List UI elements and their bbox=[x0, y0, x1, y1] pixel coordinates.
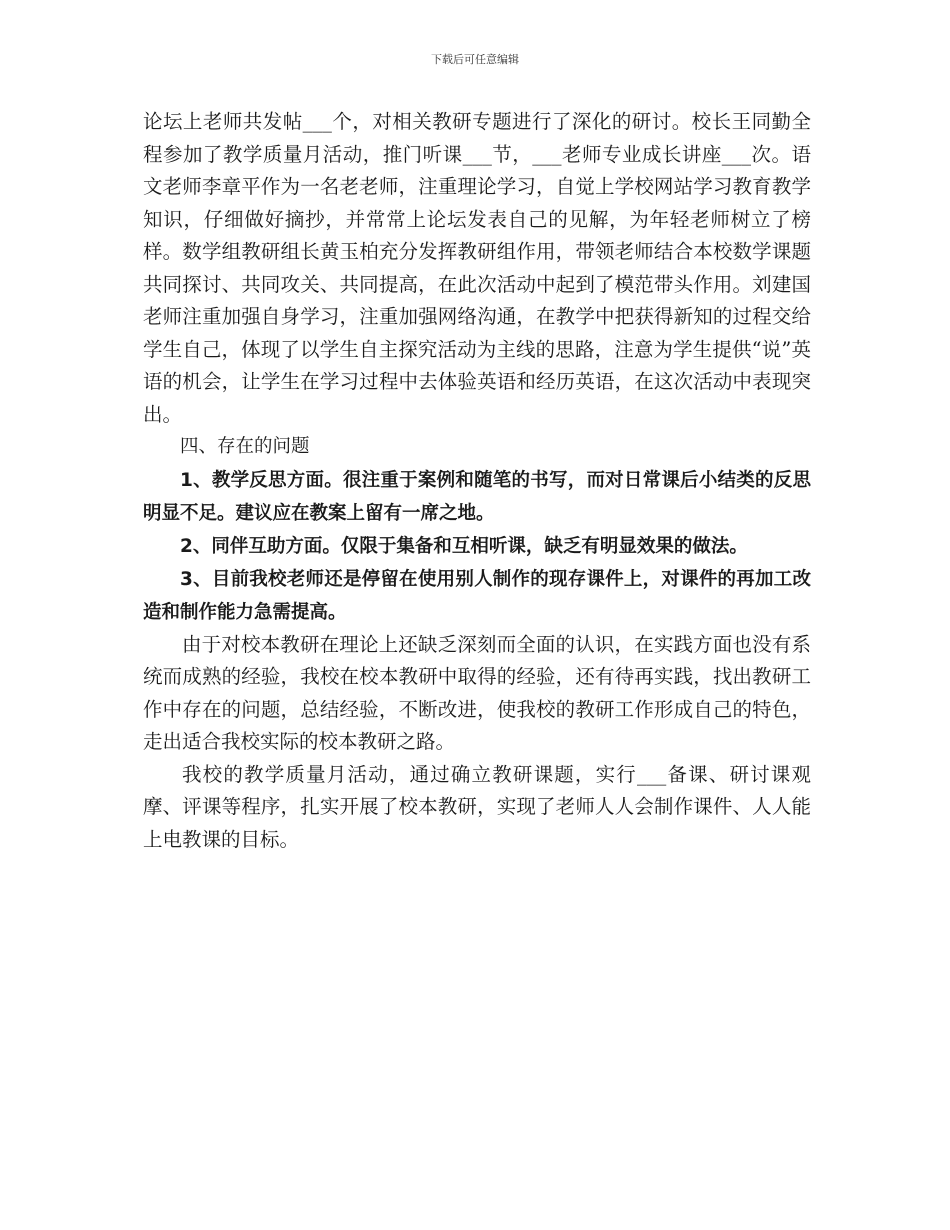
problem-item: 2、同伴互助方面。仅限于集备和互相听课，缺乏有明显效果的做法。 bbox=[180, 535, 748, 557]
section-heading: 四、存在的问题 bbox=[180, 436, 310, 457]
problem-item: 1、教学反思方面。很注重于案例和随笔的书写，而对日常课后小结类的反思明显不足。建议应在教案上留有一席之地。 bbox=[143, 469, 811, 524]
body-paragraph: 由于对校本教研在理论上还缺乏深刻而全面的认识，在实践方面也没有系统而成熟的经验，我校在校本教研中取得的经验，还有待再实践，找出教研工作中存在的问题，总结经验，不断改进，使我校的教研工作形成自己的特色，走出适合我校实际的校本教研之路。 bbox=[143, 632, 811, 753]
body-paragraph: 我校的教学质量月活动，通过确立教研课题，实行___备课、研讨课观摩、评课等程序，扎实开展了校本教研，实现了老师人人会制作课件、人人能上电教课的目标。 bbox=[143, 762, 811, 851]
problem-item: 3、目前我校老师还是停留在使用别人制作的现存课件上，对课件的再加工改造和制作能力急需提高。 bbox=[143, 568, 811, 623]
header-note: 下载后可任意编辑 bbox=[431, 53, 519, 66]
document-body bbox=[143, 106, 811, 856]
body-paragraph: 论坛上老师共发帖___个，对相关教研专题进行了深化的研讨。校长王同勤全程参加了教学质量月活动，推门听课___节，___老师专业成长讲座___次。语文老师李章平作为一名老老师，注重理论学习，自觉上学校网站学习教育教学知识，仔细做好摘抄，并常常上论坛发表自己的见解，为年轻老师树立了榜样。数学组教研组长黄玉柏充分发挥教研组作用，带领老师结合本校数学课题共同探讨、共同攻关、共同提高，在此次活动中起到了模范带头作用。刘建国老师注重加强自身学习，注重加强网络沟通，在教学中把获得新知的过程交给学生自己，体现了以学生自主探究活动为主线的思路，注意为学生提供“说”英语的机会，让学生在学习过程中去体验英语和经历英语，在这次活动中表现突出。 bbox=[143, 110, 811, 426]
